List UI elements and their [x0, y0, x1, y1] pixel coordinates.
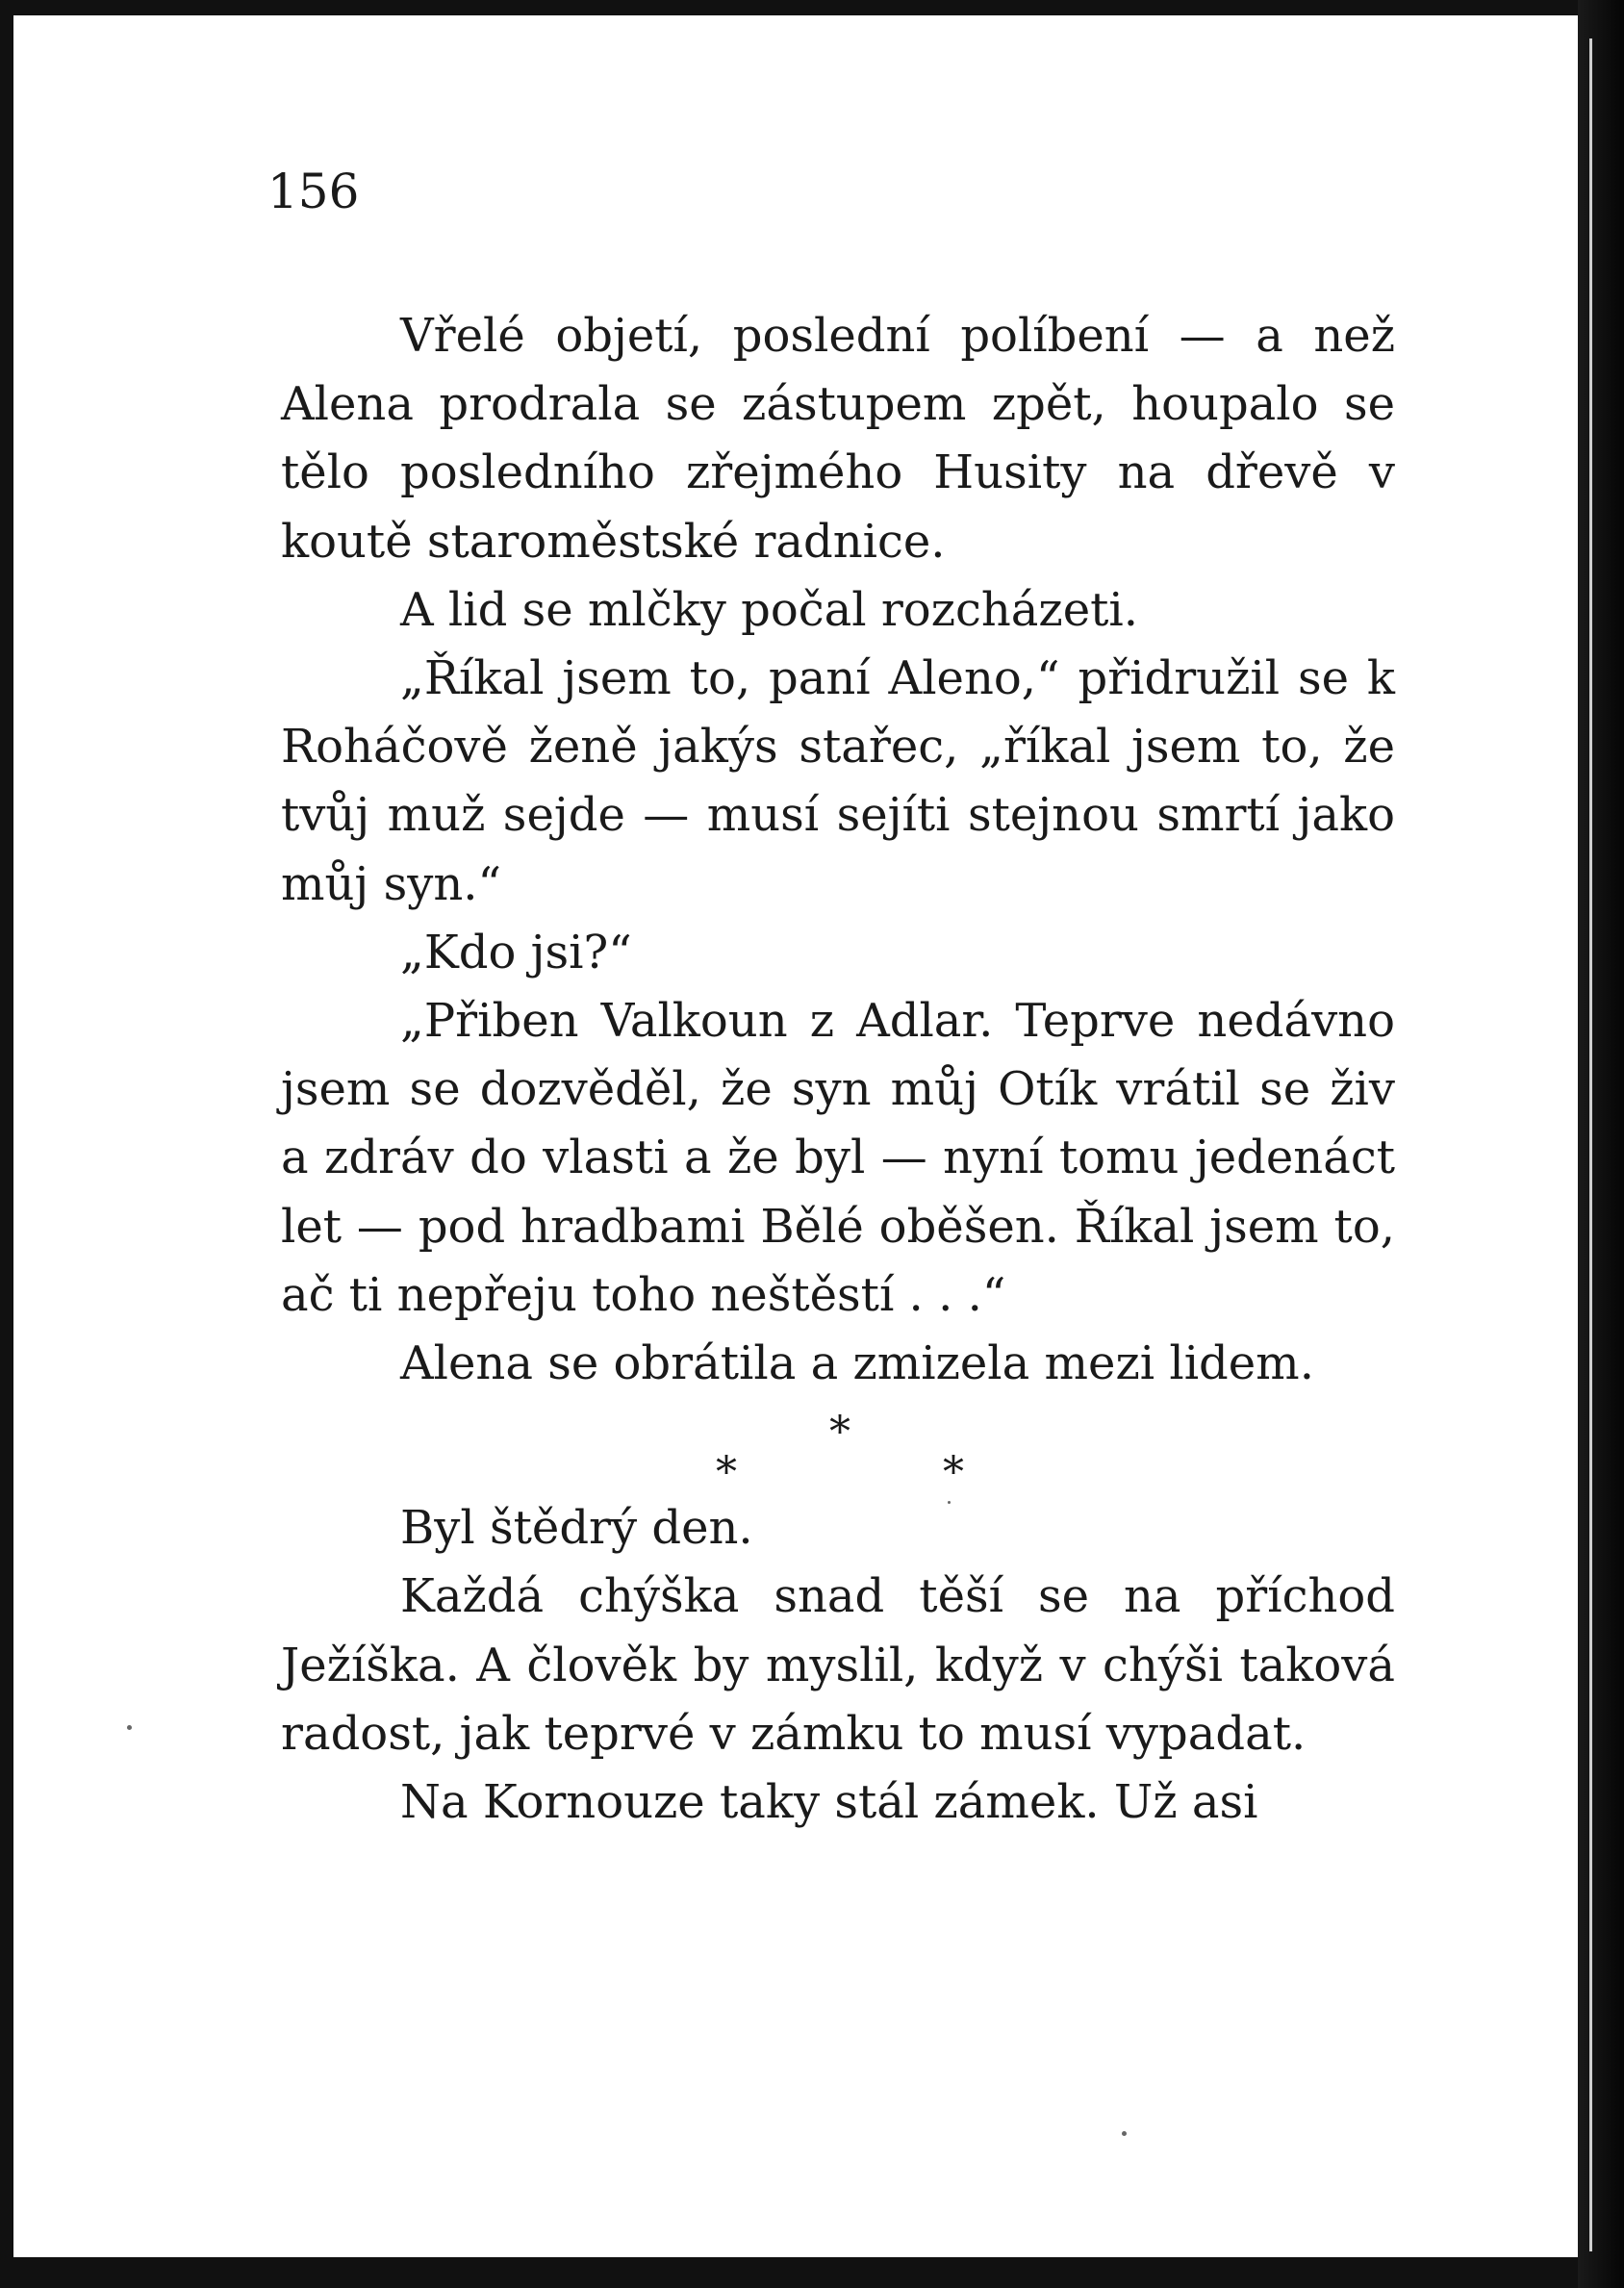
- paragraph: „Kdo jsi?“: [400, 925, 632, 979]
- page-edge-line: [1589, 38, 1592, 2251]
- scan-speck: [127, 1725, 132, 1730]
- section-break-star: *: [716, 1448, 737, 1498]
- section-break-star: *: [943, 1448, 964, 1498]
- paragraph: Vřelé objetí, poslední políbení — a než Alena prodrala se zástupem zpět, houpalo se tělo posledního zřejmého Husity na dřevě v koutě staroměstské radnice.: [281, 309, 1395, 569]
- section-break-star: *: [829, 1408, 850, 1458]
- paragraph: A lid se mlčky počal rozcházeti.: [400, 582, 1138, 637]
- paragraph: „Říkal jsem to, paní Aleno,“ přidružil se k Roháčově ženě jakýs stařec, „říkal jsem to, že tvůj muž sejde — musí sejíti stejnou smrtí jako můj syn.“: [281, 651, 1395, 911]
- scan-speck: [948, 1501, 951, 1504]
- paragraph: Alena se obrátila a zmizela mezi lidem.: [400, 1336, 1314, 1391]
- section-break: [281, 1398, 1395, 1498]
- paragraph: Byl štědrý den.: [400, 1501, 753, 1556]
- scan-speck: [1122, 2131, 1127, 2136]
- page-number: 156: [267, 164, 360, 219]
- page-body: [281, 302, 1395, 1837]
- paragraph: Každá chýška snad těší se na příchod Ježíška. A člověk by myslil, když v chýši taková radost, jak teprvé v zámku to musí vypadat.: [281, 1569, 1395, 1761]
- paragraph: Na Kornouze taky stál zámek. Už asi: [400, 1775, 1258, 1830]
- page-edge-shadow: [1578, 0, 1624, 2288]
- paragraph: „Přiben Valkoun z Adlar. Teprve nedávno jsem se dozvěděl, že syn můj Otík vrátil se živ a zdráv do vlasti a že byl — nyní tomu jedenáct let — pod hradbami Bělé oběšen. Říkal jsem to, ač ti nepřeju toho neštěstí . . .“: [281, 994, 1395, 1322]
